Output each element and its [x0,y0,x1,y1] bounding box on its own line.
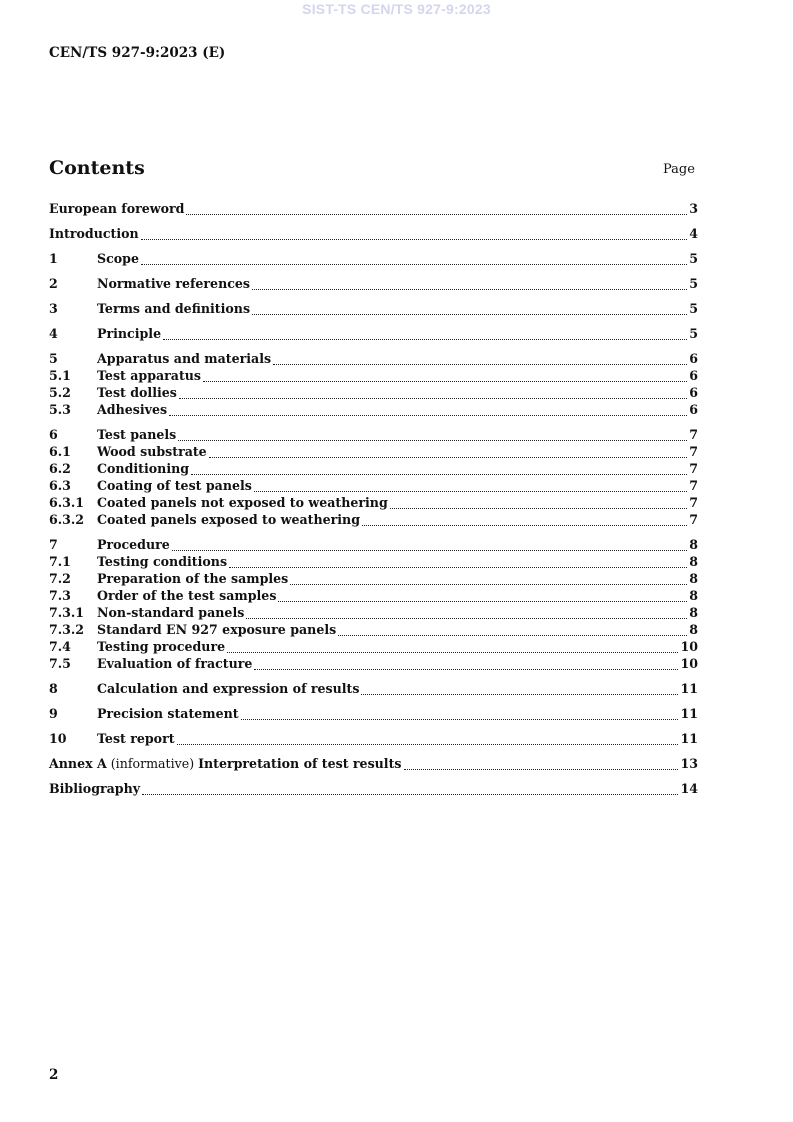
toc-number: 5.3 [49,402,71,417]
toc-leader [229,556,687,568]
toc-entry-scope[interactable] [49,250,698,267]
toc-page: 7 [689,478,698,493]
toc-entry-european-foreword[interactable] [49,200,698,217]
toc-entry-procedure[interactable] [49,536,698,553]
toc-number: 6 [49,427,58,442]
toc-leader [178,429,687,441]
toc-page: 14 [680,781,698,796]
toc-leader [179,387,687,399]
toc-entry-non-standard-panels[interactable] [49,604,698,621]
toc-entry-test-apparatus[interactable] [49,367,698,384]
annex-title: Interpretation of test results [198,756,402,771]
toc-title: Coating of test panels [97,478,252,493]
annex-label: Annex A [49,756,107,771]
toc-leader [177,733,679,745]
toc-number: 2 [49,276,58,291]
toc-page: 6 [689,402,698,417]
toc-entry-test-dollies[interactable] [49,384,698,401]
toc-page: 13 [680,756,698,771]
toc-number: 3 [49,301,58,316]
toc-entry-testing-conditions[interactable] [49,553,698,570]
toc-entry-testing-procedure[interactable] [49,638,698,655]
toc-page: 7 [689,461,698,476]
toc-number: 7.3 [49,588,71,603]
toc-entry-bibliography[interactable] [49,780,698,797]
toc-entry-evaluation-of-fracture[interactable] [49,655,698,672]
toc-number: 9 [49,706,58,721]
toc-number: 6.1 [49,444,71,459]
toc-number: 7.5 [49,656,71,671]
toc-leader [209,446,688,458]
toc-page: 7 [689,427,698,442]
toc-entry-annex-a[interactable] [49,755,698,772]
watermark: SIST-TS CEN/TS 927-9:2023 [302,1,491,17]
toc-title: Coated panels exposed to weathering [97,512,360,527]
toc-page: 7 [689,495,698,510]
toc-page: 6 [689,351,698,366]
toc-number: 6.3.2 [49,512,85,527]
toc-title: Non-standard panels [97,605,245,620]
toc-leader [404,758,679,770]
toc-leader [338,624,687,636]
toc-entry-test-panels[interactable] [49,426,698,443]
toc-leader [172,539,687,551]
toc-title: Adhesives [97,402,168,417]
toc-number: 7.3.2 [49,622,85,637]
toc-leader [390,497,687,509]
toc-number: 7.4 [49,639,71,654]
toc-leader [361,683,678,695]
toc-number: 5 [49,351,58,366]
toc-title: Scope [97,251,139,266]
toc-number: 10 [49,731,67,746]
toc-leader [203,370,687,382]
toc-page: 3 [689,201,698,216]
toc-leader [169,404,687,416]
toc-entry-wood-substrate[interactable] [49,443,698,460]
toc-page: 8 [689,571,698,586]
toc-page: 10 [680,656,698,671]
toc-entry-coated-panels-exposed[interactable] [49,511,698,528]
toc-leader [252,278,687,290]
toc-entry-terms-and-definitions[interactable] [49,300,698,317]
toc-page: 6 [689,368,698,383]
toc-title: Preparation of the samples [97,571,289,586]
toc-title: Test dollies [97,385,177,400]
toc-title: Apparatus and materials [97,351,272,366]
toc-leader [142,783,678,795]
toc-entry-coating-of-test-panels[interactable] [49,477,698,494]
toc-title: Coated panels not exposed to weathering [97,495,388,510]
toc-page: 5 [689,301,698,316]
toc-page: 7 [689,444,698,459]
toc-number: 7 [49,537,58,552]
toc-page: 8 [689,622,698,637]
toc-page: 8 [689,605,698,620]
toc-page: 5 [689,276,698,291]
toc-page: 11 [680,706,698,721]
toc-title: Precision statement [97,706,239,721]
toc-leader [273,353,687,365]
toc-title: Principle [97,326,162,341]
toc-page: 5 [689,326,698,341]
toc-number: 6.3.1 [49,495,85,510]
contents-title: Contents [49,157,145,179]
toc-title: Wood substrate [97,444,207,459]
toc-title: Standard EN 927 exposure panels [97,622,337,637]
toc-entry-normative-references[interactable] [49,275,698,292]
toc-number: 5.1 [49,368,71,383]
toc-entry-adhesives[interactable] [49,401,698,418]
toc-title: Introduction [49,226,139,241]
toc-leader [278,590,687,602]
toc-number: 1 [49,251,58,266]
toc-title: Normative references [97,276,251,291]
toc-page: 8 [689,554,698,569]
toc-title: Order of the test samples [97,588,277,603]
toc-title [49,755,402,772]
toc-number: 4 [49,326,58,341]
toc-title: Testing conditions [97,554,228,569]
toc-number: 6.3 [49,478,71,493]
document-id: CEN/TS 927-9:2023 (E) [49,45,226,61]
toc-title: Terms and definitions [97,301,251,316]
toc-leader [246,607,687,619]
toc-entry-standard-exposure-panels[interactable] [49,621,698,638]
toc-leader [362,514,687,526]
toc-title: Conditioning [97,461,190,476]
toc-page: 10 [680,639,698,654]
toc-entry-order-of-test-samples[interactable] [49,587,698,604]
toc-page: 11 [680,681,698,696]
toc-page: 4 [689,226,698,241]
toc-title: Test report [97,731,175,746]
toc-leader [191,463,687,475]
toc-leader [227,641,678,653]
toc-entry-coated-panels-not-exposed[interactable] [49,494,698,511]
toc-number: 7.3.1 [49,605,85,620]
toc-leader [290,573,687,585]
toc-entry-preparation-of-samples[interactable] [49,570,698,587]
toc-leader [241,708,679,720]
toc-number: 6.2 [49,461,71,476]
toc-leader [141,228,688,240]
toc-leader [252,303,687,315]
toc-entry-test-report[interactable] [49,730,698,747]
toc-entry-introduction[interactable] [49,225,698,242]
toc-entry-calculation-and-expression[interactable] [49,680,698,697]
page-column-label: Page [663,162,695,177]
toc-title: European foreword [49,201,185,216]
toc-entry-apparatus-and-materials[interactable] [49,350,698,367]
toc-title: Procedure [97,537,170,552]
toc-title: Test panels [97,427,177,442]
toc-entry-precision-statement[interactable] [49,705,698,722]
toc-entry-conditioning[interactable] [49,460,698,477]
toc-page: 7 [689,512,698,527]
toc-number: 7.2 [49,571,71,586]
annex-type: (informative) [106,756,199,771]
toc-number: 8 [49,681,58,696]
toc-title: Calculation and expression of results [97,681,360,696]
toc-number: 5.2 [49,385,71,400]
toc-page: 11 [680,731,698,746]
toc-leader [186,203,687,215]
toc-title: Bibliography [49,781,141,796]
toc-title: Testing procedure [97,639,226,654]
table-of-contents [49,200,698,797]
toc-page: 8 [689,588,698,603]
toc-page: 8 [689,537,698,552]
toc-leader [141,253,687,265]
toc-title: Evaluation of fracture [97,656,253,671]
toc-page: 5 [689,251,698,266]
toc-page: 6 [689,385,698,400]
page-number: 2 [49,1067,59,1083]
toc-title: Test apparatus [97,368,202,383]
toc-leader [254,658,678,670]
toc-entry-principle[interactable] [49,325,698,342]
toc-leader [254,480,687,492]
toc-leader [163,328,687,340]
toc-number: 7.1 [49,554,71,569]
